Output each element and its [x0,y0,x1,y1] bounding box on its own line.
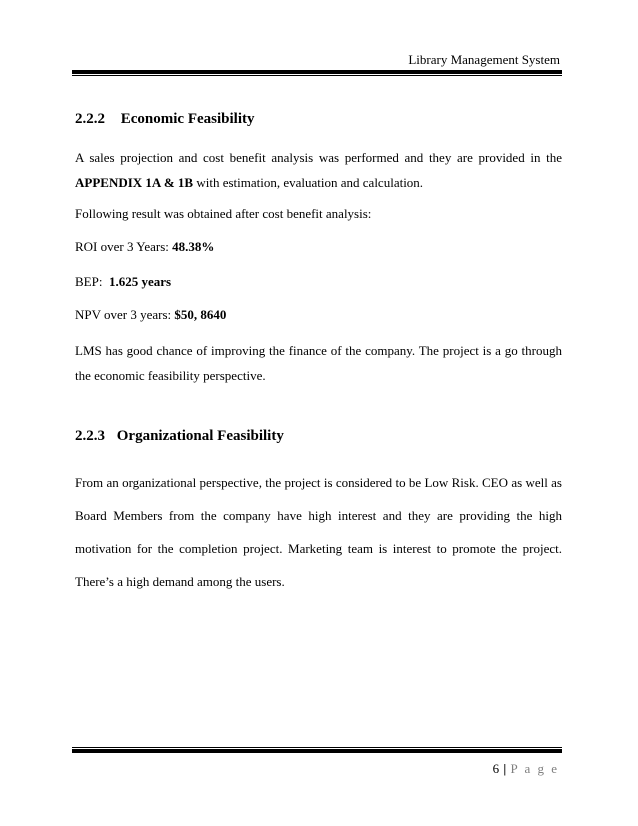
economic-conclusion: LMS has good chance of improving the finance of the company. The project is a go through the economic feasibility perspective. [75,343,562,383]
header-rule [72,70,562,76]
footer-separator: | [503,761,507,776]
roi-value: 48.38% [172,239,215,254]
intro-text: A sales projection and cost benefit analysis was performed and they are provided in the [75,150,562,165]
bep-value: 1.625 years [108,274,172,289]
page-number: 6 [492,761,500,776]
section-title: Economic Feasibility [120,111,255,127]
appendix-reference: APPENDIX 1A & 1B [75,175,194,190]
section-number: 2.2.2 [75,111,105,127]
organizational-paragraph: From an organizational perspective, the project is considered to be Low Risk. CEO as well as Board Members from the company have high interest and they are providing the high motivation for the completion project. Marketing team is interest to promote the project. There’s a high demand among the users. [75,475,562,589]
economic-intro-paragraph [75,145,562,195]
section-heading-economic [75,111,255,128]
footer-rule [72,747,562,753]
section-heading-organizational [75,428,284,445]
section-number: 2.2.3 [75,428,105,444]
page-footer [493,761,559,777]
roi-line [75,234,562,259]
intro-text-end: with estimation, evaluation and calculation. [193,175,424,190]
result-line: Following result was obtained after cost benefit analysis: [75,206,372,221]
roi-label: ROI over 3 Years: [75,239,173,254]
page-label: P a g e [510,761,559,776]
section-title: Organizational Feasibility [116,428,284,444]
npv-value: $50, 8640 [174,307,227,322]
npv-line [75,302,562,327]
npv-label: NPV over 3 years: [75,307,175,322]
bep-line [75,269,562,294]
header-title: Library Management System [408,52,560,67]
bep-label: BEP: [75,274,106,289]
